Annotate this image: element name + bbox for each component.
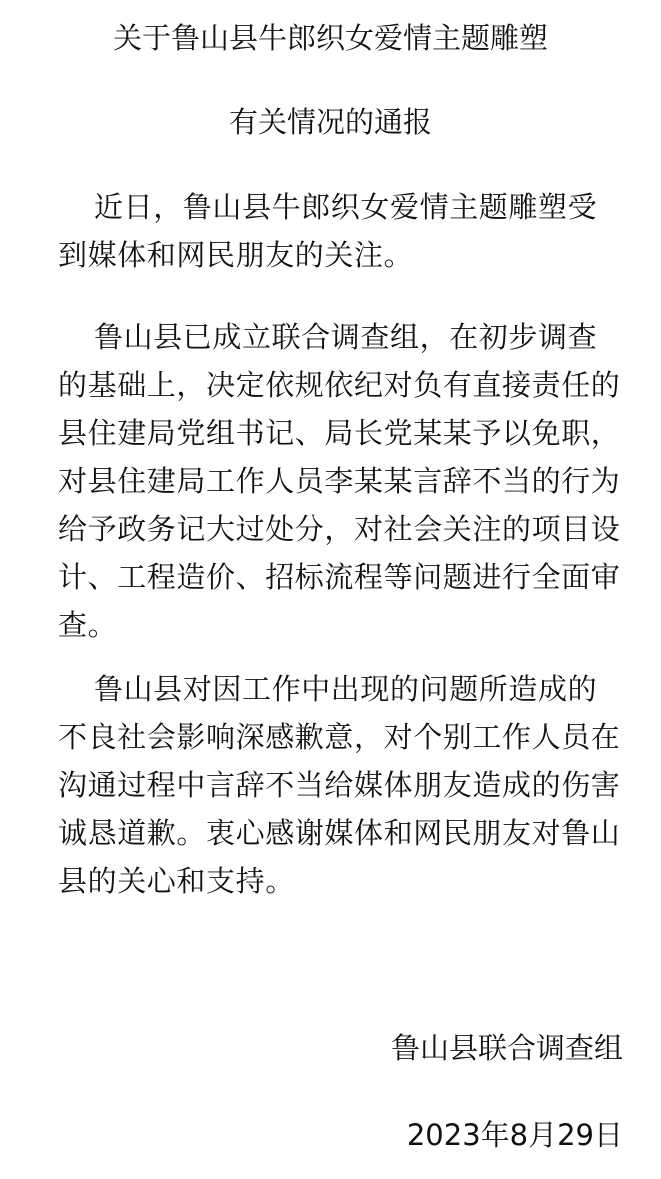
paragraph-line: 给予政务记大过处分，对社会关注的项目设 [58, 512, 621, 546]
signature: 鲁山县联合调查组 [390, 1031, 623, 1065]
paragraph-line: 近日，鲁山县牛郎织女爱情主题雕塑受 [94, 190, 598, 224]
paragraph-2 [58, 313, 621, 649]
paragraph-line: 鲁山县已成立联合调查组，在初步调查 [94, 320, 598, 354]
document-title: 关于鲁山县牛郎织女爱情主题雕塑 [112, 21, 548, 55]
paragraph-line: 县的关心和支持。 [58, 864, 295, 898]
paragraph-line: 查。 [58, 608, 118, 642]
paragraph-1 [58, 183, 606, 279]
paragraph-line: 沟通过程中言辞不当给媒体朋友造成的伤害 [58, 768, 621, 802]
paragraph-line: 不良社会影响深感歉意，对个别工作人员在 [58, 720, 621, 754]
document-subtitle: 有关情况的通报 [228, 105, 432, 139]
paragraph-3 [58, 665, 621, 905]
paragraph-line: 县住建局党组书记、局长党某某予以免职， [58, 416, 621, 450]
paragraph-line: 计、工程造价、招标流程等问题进行全面审 [58, 560, 621, 594]
document-date: 2023年8月29日 [406, 1118, 623, 1152]
paragraph-line: 鲁山县对因工作中出现的问题所造成的 [94, 672, 598, 706]
paragraph-line: 诚恳道歉。衷心感谢媒体和网民朋友对鲁山 [58, 816, 621, 850]
paragraph-line: 对县住建局工作人员李某某言辞不当的行为 [58, 464, 621, 498]
paragraph-line: 到媒体和网民朋友的关注。 [58, 238, 414, 272]
paragraph-line: 的基础上，决定依规依纪对负有直接责任的 [58, 368, 621, 402]
